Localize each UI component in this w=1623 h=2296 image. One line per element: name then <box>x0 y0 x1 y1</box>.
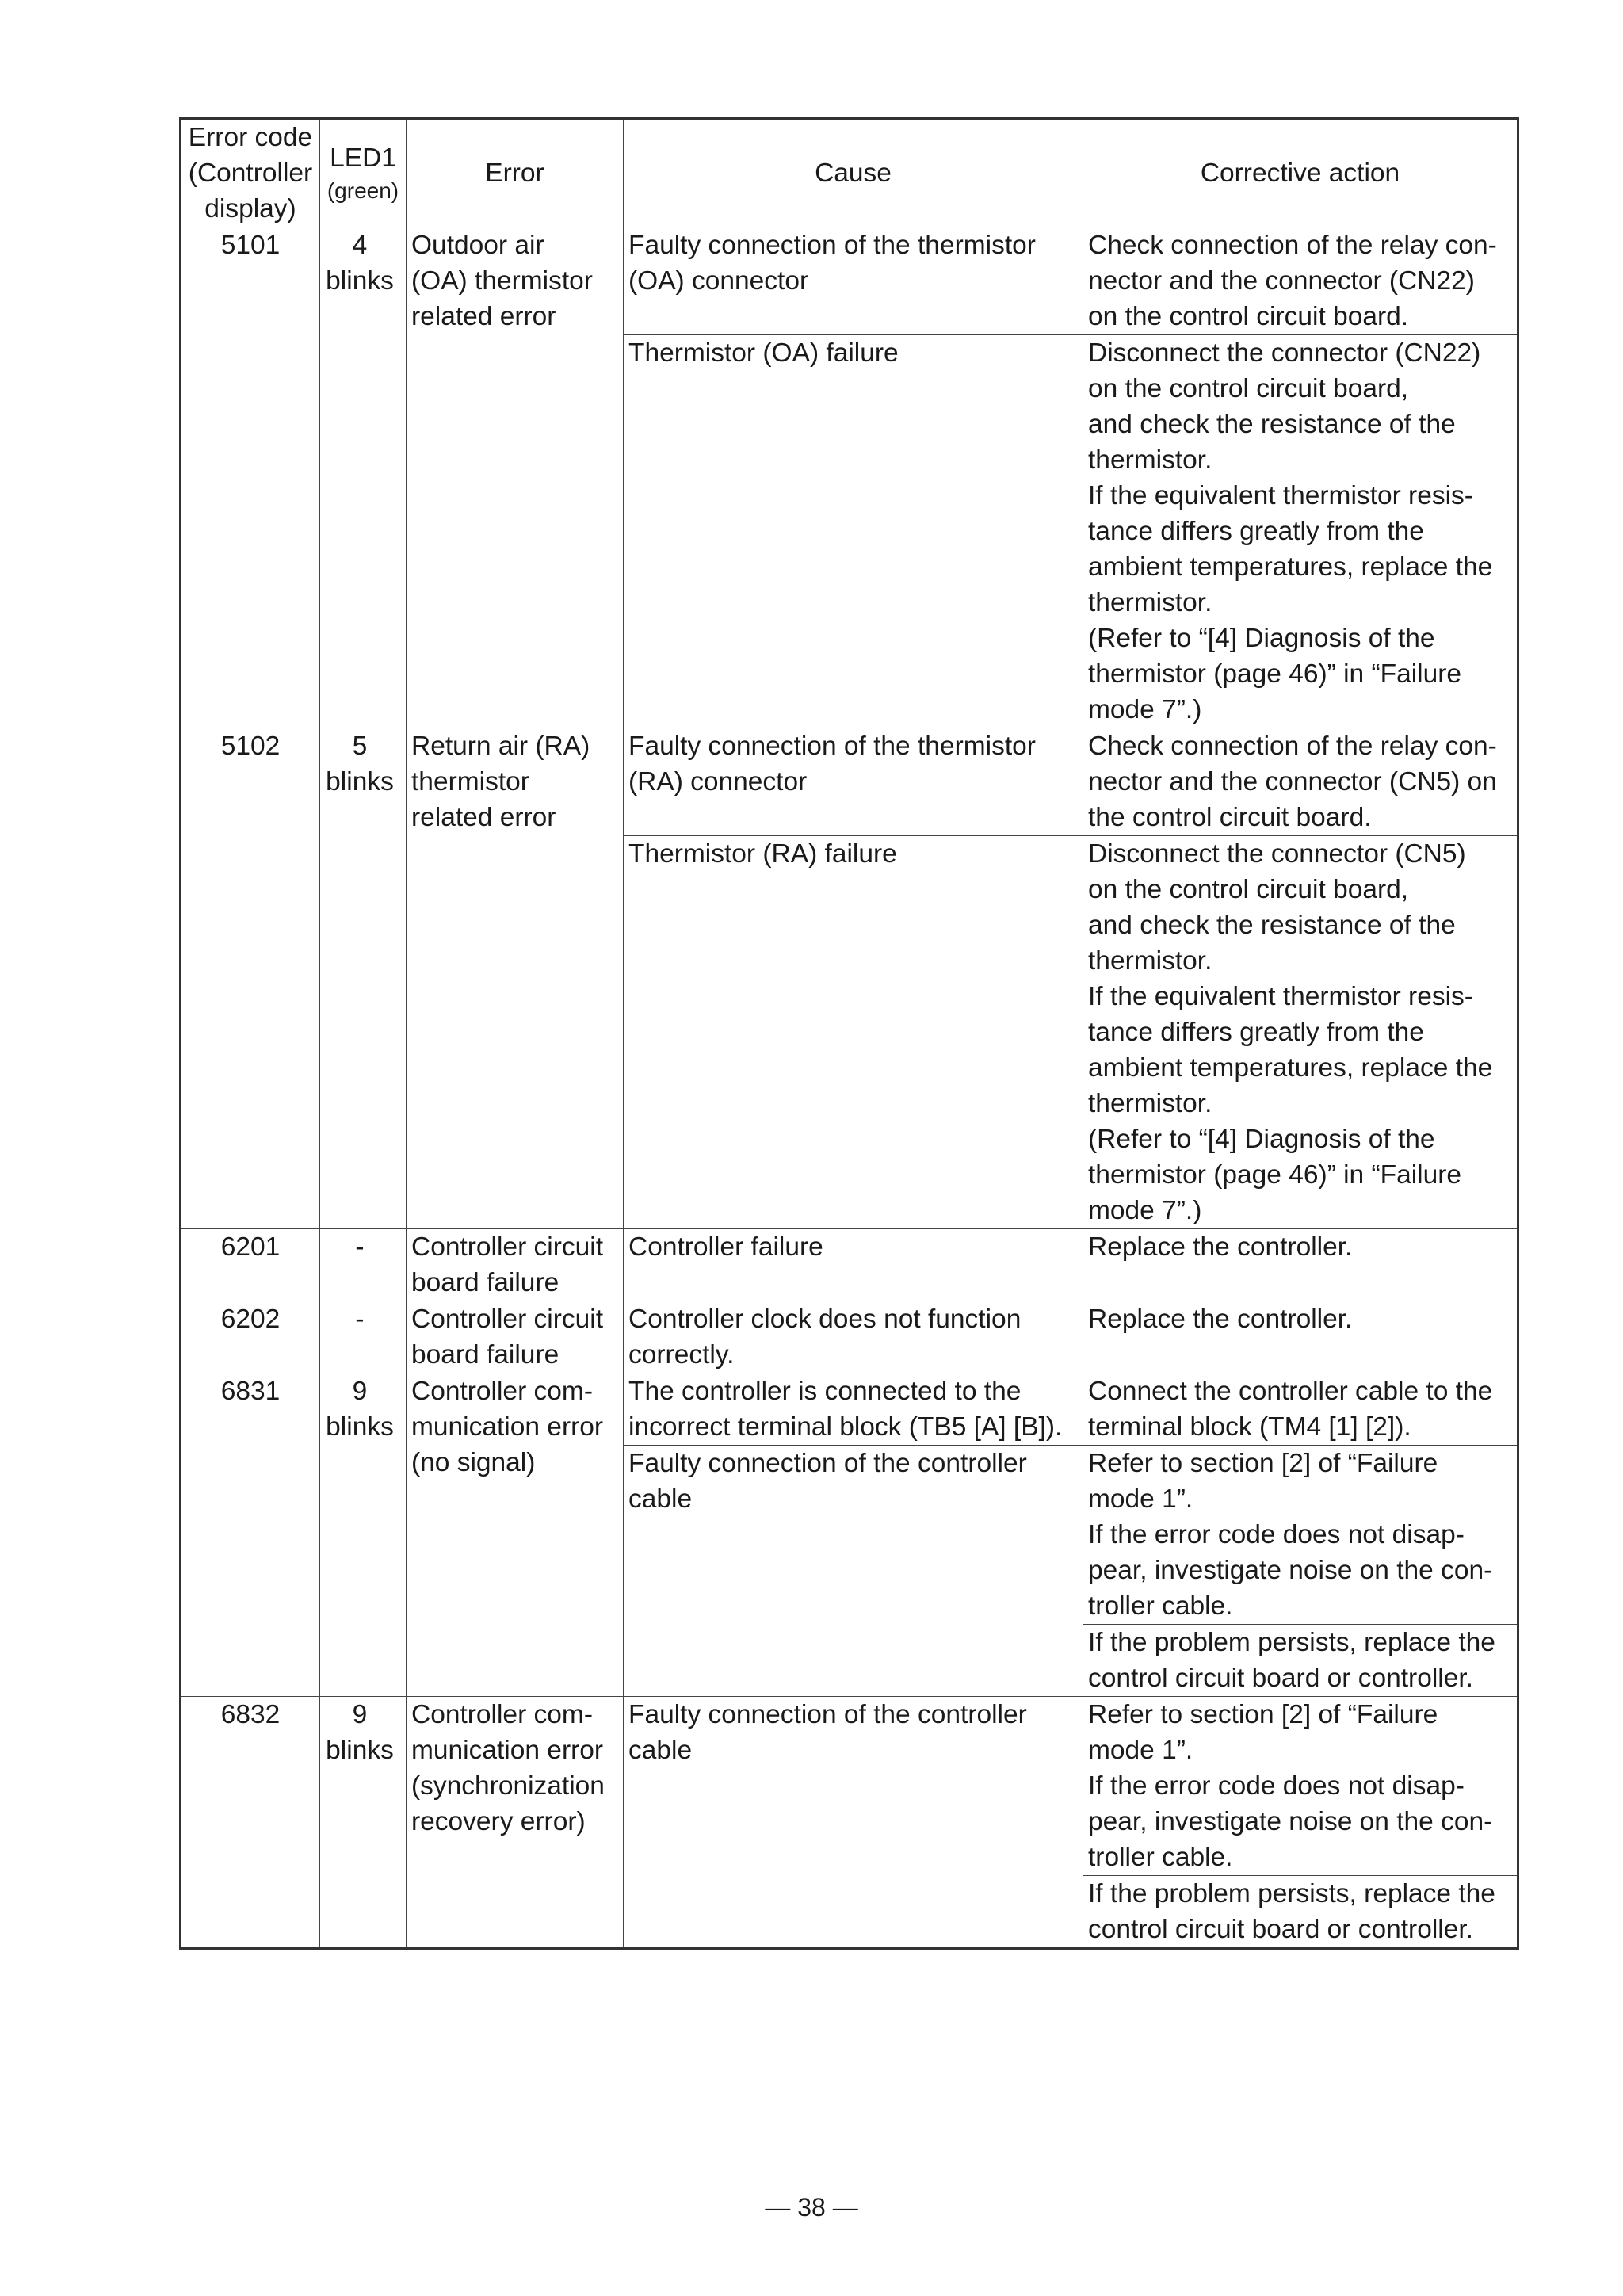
table-row <box>181 728 1518 836</box>
led-blinks-cell: - <box>320 1301 407 1373</box>
cause-cell: Controller failure <box>624 1229 1083 1301</box>
error-code-cell: 6831 <box>181 1373 320 1697</box>
table-body <box>181 227 1518 1949</box>
error-description-cell: Controller circuit board failure <box>407 1229 624 1301</box>
error-description-cell: Controller circuit board failure <box>407 1301 624 1373</box>
cause-cell: Controller clock does not function correctly. <box>624 1301 1083 1373</box>
corrective-action-cell: If the problem persists, replace the control circuit board or controller. <box>1083 1876 1518 1949</box>
cause-cell: Faulty connection of the controller cable <box>624 1446 1083 1697</box>
error-description-cell: Outdoor air (OA) thermistor related error <box>407 227 624 728</box>
corrective-action-cell: Check connection of the relay con- nector and the connector (CN5) on the control circuit board. <box>1083 728 1518 836</box>
error-code-cell: 6832 <box>181 1697 320 1949</box>
page-number: — 38 — <box>765 2193 858 2222</box>
table-row <box>181 1697 1518 1876</box>
led-blinks-cell: 5 blinks <box>320 728 407 1229</box>
corrective-action-cell: Disconnect the connector (CN5) on the control circuit board, and check the resistance of the thermistor. If the equivalent thermistor resis- tance differs greatly from the ambient temperatures, replace the thermistor. (Refer to “[4] Diagnosis of the thermistor (page 46)” in “Failure mode 7”.) <box>1083 836 1518 1229</box>
corrective-action-cell: Refer to section [2] of “Failure mode 1”. If the error code does not disap- pear, investigate noise on the con- troller cable. <box>1083 1697 1518 1876</box>
table-row <box>181 1229 1518 1301</box>
header-led1 <box>320 119 407 227</box>
cause-cell: Faulty connection of the thermistor (OA) connector <box>624 227 1083 335</box>
cause-cell: The controller is connected to the incorrect terminal block (TB5 [A] [B]). <box>624 1373 1083 1446</box>
error-description-cell: Controller com- munication error (synchronization recovery error) <box>407 1697 624 1949</box>
corrective-action-cell: Refer to section [2] of “Failure mode 1”. If the error code does not disap- pear, investigate noise on the con- troller cable. <box>1083 1446 1518 1625</box>
corrective-action-cell: If the problem persists, replace the control circuit board or controller. <box>1083 1625 1518 1697</box>
header-error: Error <box>407 119 624 227</box>
error-description-cell: Controller com- munication error (no signal) <box>407 1373 624 1697</box>
corrective-action-cell: Replace the controller. <box>1083 1229 1518 1301</box>
table-row <box>181 227 1518 335</box>
corrective-action-cell: Connect the controller cable to the terminal block (TM4 [1] [2]). <box>1083 1373 1518 1446</box>
error-code-cell: 5101 <box>181 227 320 728</box>
table-header-row <box>181 119 1518 227</box>
error-code-table <box>179 117 1519 1950</box>
error-code-cell: 6202 <box>181 1301 320 1373</box>
error-description-cell: Return air (RA) thermistor related error <box>407 728 624 1229</box>
led-blinks-cell: 4 blinks <box>320 227 407 728</box>
led-blinks-cell: 9 blinks <box>320 1373 407 1697</box>
corrective-action-cell: Disconnect the connector (CN22) on the control circuit board, and check the resistance of the thermistor. If the equivalent thermistor resis- tance differs greatly from the ambient temperatures, replace the thermistor. (Refer to “[4] Diagnosis of the thermistor (page 46)” in “Failure mode 7”.) <box>1083 335 1518 728</box>
led-blinks-cell: 9 blinks <box>320 1697 407 1949</box>
corrective-action-cell: Replace the controller. <box>1083 1301 1518 1373</box>
header-led1-label: LED1 <box>330 143 396 173</box>
cause-cell: Faulty connection of the controller cable <box>624 1697 1083 1949</box>
header-led1-color: (green) <box>327 178 399 203</box>
header-error-code: Error code (Controller display) <box>181 119 320 227</box>
table-row <box>181 1373 1518 1446</box>
corrective-action-cell: Check connection of the relay con- nector and the connector (CN22) on the control circuit board. <box>1083 227 1518 335</box>
error-code-cell: 5102 <box>181 728 320 1229</box>
table-row <box>181 1301 1518 1373</box>
header-cause: Cause <box>624 119 1083 227</box>
cause-cell: Thermistor (RA) failure <box>624 836 1083 1229</box>
error-code-cell: 6201 <box>181 1229 320 1301</box>
led-blinks-cell: - <box>320 1229 407 1301</box>
header-corrective-action: Corrective action <box>1083 119 1518 227</box>
cause-cell: Thermistor (OA) failure <box>624 335 1083 728</box>
cause-cell: Faulty connection of the thermistor (RA) connector <box>624 728 1083 836</box>
